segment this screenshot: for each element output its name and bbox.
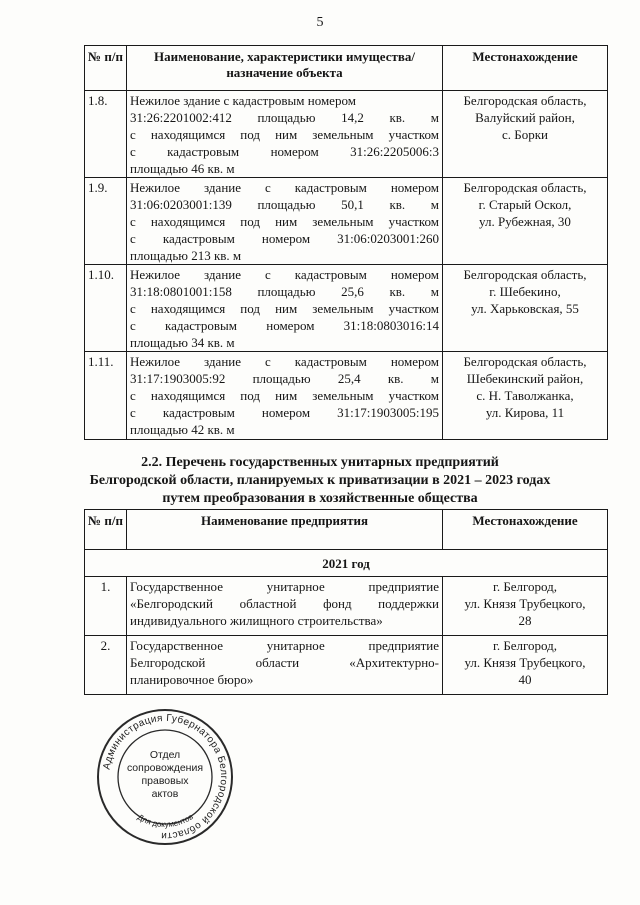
svg-text:актов: актов [151,788,179,800]
stamp-outer-text: Администрация Губернатора Белгородской области [101,712,230,842]
col-header-name: Наименование предприятия [127,510,443,550]
section-title: 2.2. Перечень государственных унитарных предприятий Белгородской области, планируемых к приватизации в 2021 – 2023 годах путем преобразования в хозяйственные общества [89,455,551,506]
svg-text:сопровождения: сопровождения [126,762,204,774]
row-number: 1.9. [85,178,127,265]
row-description: Нежилое здание с кадастровым номером 31:18:0801001:158 площадью 25,6 кв. м с находящимся под ним земельным участком с кадастровым номером 31:18:0803016:14 площадью 34 кв. м [127,265,443,352]
table-row [85,352,608,440]
row-description: Нежилое здание с кадастровым номером 31:06:0203001:139 площадью 50,1 кв. м с находящимся под ним земельным участком с кадастровым номером 31:06:0203001:260 площадью 213 кв. м [127,178,443,265]
svg-text:правовых: правовых [141,775,189,787]
row-description: Нежилое здание с кадастровым номером 31:26:2201002:412 площадью 14,2 кв. м с находящимся под ним земельным участком с кадастровым номером 31:26:2205006:3 площадью 46 кв. м [127,91,443,178]
col-header-number: № п/п [85,46,127,91]
row-location: Белгородская область, г. Шебекино, ул. Харьковская, 55 [443,265,608,352]
stamp-bottom-text: Для документов [135,812,195,830]
row-number: 1.11. [85,352,127,440]
enterprise-table-header [85,510,608,550]
row-location: Белгородская область, Шебекинский район, с. Н. Таволжанка, ул. Кирова, 11 [443,352,608,440]
col-header-name: Наименование, характеристики имущества/ назначение объекта [127,46,443,91]
table-row [85,265,608,352]
row-number: 1.10. [85,265,127,352]
row-number: 2. [85,636,127,695]
row-location: Белгородская область, г. Старый Оскол, ул. Рубежная, 30 [443,178,608,265]
table-row [85,636,608,695]
col-header-location: Местонахождение [443,510,608,550]
row-location: г. Белгород, ул. Князя Трубецкого, 40 [443,636,608,695]
row-location: Белгородская область, Валуйский район, с. Борки [443,91,608,178]
col-header-number: № п/п [85,510,127,550]
property-table [84,45,608,440]
row-location: г. Белгород, ул. Князя Трубецкого, 28 [443,577,608,636]
row-enterprise-name: Государственное унитарное предприятие Белгородской области «Архитектурно- планировочное бюро» [127,636,443,695]
official-stamp [95,707,235,847]
stamp-center-text [127,749,203,800]
table-row [85,577,608,636]
page-number: 5 [316,15,324,30]
property-table-header [85,46,608,91]
table-row [85,178,608,265]
table-row [85,91,608,178]
col-header-location: Местонахождение [443,46,608,91]
year-label: 2021 год [85,550,608,577]
year-row [85,550,608,577]
row-number: 1.8. [85,91,127,178]
row-number: 1. [85,577,127,636]
row-description: Нежилое здание с кадастровым номером 31:17:1903005:92 площадью 25,4 кв. м с находящимся под ним земельным участком с кадастровым номером 31:17:1903005:195 площадью 42 кв. м [127,352,443,440]
svg-text:Отдел: Отдел [149,749,181,761]
enterprise-table [84,509,608,695]
row-enterprise-name: Государственное унитарное предприятие «Белгородский областной фонд поддержки индивидуального жилищного строительства» [127,577,443,636]
